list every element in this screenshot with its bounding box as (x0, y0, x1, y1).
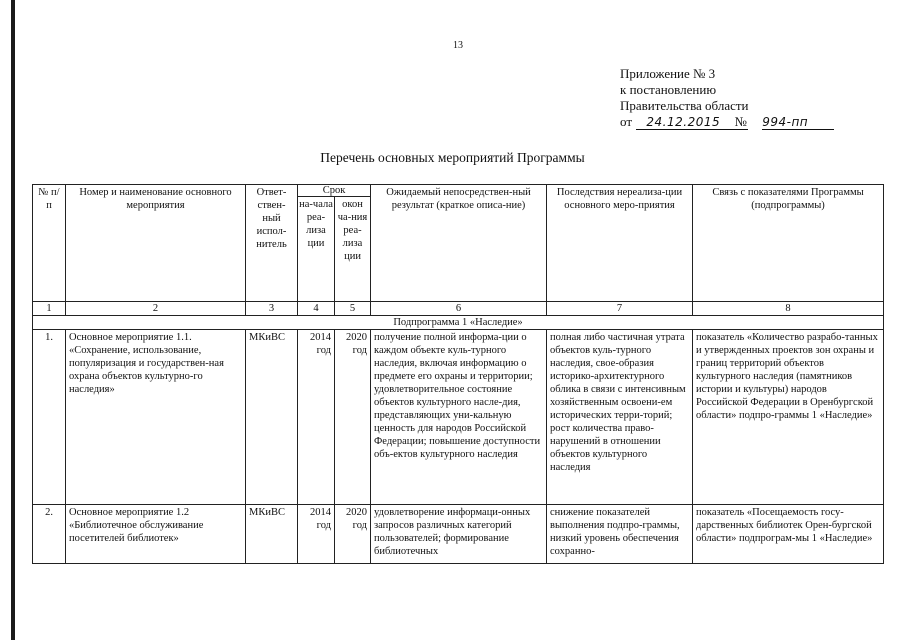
row-result: получение полной информа-ции о каждом объекте куль-турного наследия, включая информацию о предмете его охраны и территории; удовлетворительное состояние объектов культурного насле-дия, представляющих уни-кальную ценность для народов Российской Федерации; повышение доступности объ-ектов культурного наследия (371, 330, 547, 505)
row-start: 2014 год (298, 330, 335, 505)
subprogram-row (33, 316, 884, 330)
row-consequences: полная либо частичная утрата объектов куль-турного наследия, свое-образия историко-архитектурного облика в связи с интенсивным хозяйственным освоени-ем исторических терри-торий; рост количества право-нарушений в отношении объектов культурного наследия (547, 330, 693, 505)
row-name: Основное мероприятие 1.1. «Сохранение, использование, популяризация и государствен-ная охрана объектов культурно-го наследия» (66, 330, 246, 505)
activities-table (32, 184, 884, 564)
appendix-line-1: Приложение № 3 (620, 66, 716, 81)
table-row (33, 330, 884, 505)
scan-edge-bar (11, 0, 15, 640)
header-name: Номер и наименование основного мероприятия (66, 185, 246, 302)
column-number: 5 (335, 302, 371, 316)
column-number: 7 (547, 302, 693, 316)
row-end: 2020 год (335, 505, 371, 564)
row-end: 2020 год (335, 330, 371, 505)
handwritten-number: 994-пп (762, 115, 809, 129)
row-link: показатель «Посещаемость госу-дарственных библиотек Орен-бургской области» подпрограм-мы 1 «Наследие» (693, 505, 884, 564)
subprogram-title: Подпрограмма 1 «Наследие» (33, 316, 884, 330)
document-title: Перечень основных мероприятий Программы (320, 150, 585, 165)
row-responsible: МКиВС (246, 505, 298, 564)
column-number: 3 (246, 302, 298, 316)
row-name: Основное мероприятие 1.2 «Библиотечное обслуживание посетителей библиотек» (66, 505, 246, 564)
appendix-block (620, 66, 820, 130)
row-consequences: снижение показателей выполнения подпро-граммы, низкий уровень обеспечения сохранно- (547, 505, 693, 564)
header-term: Срок (298, 185, 371, 197)
header-consequences: Последствия нереализа-ции основного меро-приятия (547, 185, 693, 302)
column-number: 2 (66, 302, 246, 316)
date-underline (636, 129, 748, 130)
column-number: 1 (33, 302, 66, 316)
row-start: 2014 год (298, 505, 335, 564)
column-number: 4 (298, 302, 335, 316)
from-prefix: от (620, 114, 633, 129)
row-result: удовлетворение информаци-онных запросов различных категорий пользователей; формирование библиотечных (371, 505, 547, 564)
header-link: Связь с показателями Программы (подпрограммы) (693, 185, 884, 302)
row-num: 1. (33, 330, 66, 505)
header-num: № п/п (33, 185, 66, 302)
column-number: 8 (693, 302, 884, 316)
handwritten-date: 24.12.2015 (646, 115, 721, 129)
column-number: 6 (371, 302, 547, 316)
page-number: 13 (453, 40, 463, 51)
page-bottom-blank (32, 569, 885, 640)
appendix-line-3: Правительства области (620, 98, 749, 113)
table-header-row (33, 185, 884, 197)
header-responsible: Ответ-ствен-ный испол-нитель (246, 185, 298, 302)
appendix-line-2: к постановлению (620, 82, 717, 97)
header-start: на-чала реа-лиза ции (298, 197, 335, 302)
header-result: Ожидаемый непосредствен-ный результат (краткое описа-ние) (371, 185, 547, 302)
column-number-row (33, 302, 884, 316)
row-responsible: МКиВС (246, 330, 298, 505)
appendix-signature-line (620, 114, 820, 130)
header-end: окон ча-ния реа-лиза ции (335, 197, 371, 302)
row-num: 2. (33, 505, 66, 564)
row-link: показатель «Количество разрабо-танных и утвержденных проектов зон охраны и границ территорий объектов культурного наследия (памятников истории и культуры) народов Российской Федерации в Оренбургской области» подпро-граммы 1 «Наследие» (693, 330, 884, 505)
number-prefix: № (734, 114, 747, 129)
table-row (33, 505, 884, 564)
number-underline (762, 129, 834, 130)
